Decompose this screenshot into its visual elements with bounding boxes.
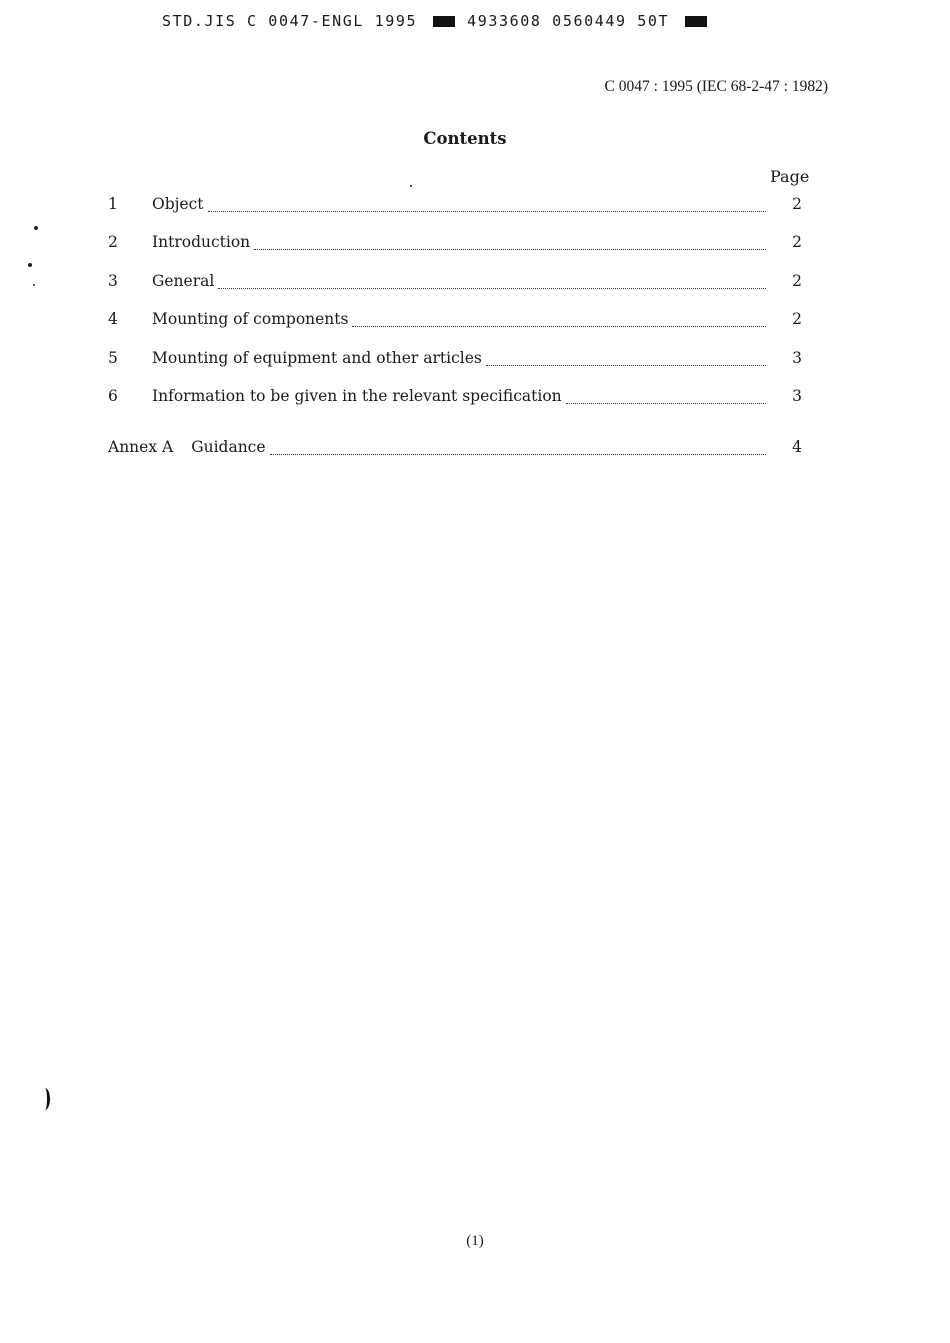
document-code-line bbox=[162, 12, 782, 30]
dot-leader bbox=[254, 235, 766, 250]
toc-entry-page: 4 bbox=[792, 438, 802, 456]
black-bar-mark bbox=[685, 16, 707, 27]
toc-entry-page: 2 bbox=[792, 272, 802, 290]
toc-entry-title: General bbox=[152, 272, 215, 290]
toc-entry-general[interactable] bbox=[108, 272, 808, 294]
toc-entry-introduction[interactable] bbox=[108, 233, 808, 255]
dot-leader bbox=[218, 274, 766, 289]
toc-entry-object[interactable] bbox=[108, 195, 808, 217]
toc-entry-annex-a[interactable] bbox=[108, 438, 808, 460]
toc-entry-page: 2 bbox=[792, 310, 802, 328]
toc-entry-page: 2 bbox=[792, 195, 802, 213]
page-number: (1) bbox=[466, 1233, 484, 1249]
toc-entry-number: 2 bbox=[108, 233, 118, 251]
scan-bracket-mark bbox=[40, 1088, 50, 1110]
scan-speck bbox=[33, 284, 35, 286]
toc-entry-mounting-equipment[interactable] bbox=[108, 349, 808, 371]
toc-entry-page: 3 bbox=[792, 349, 802, 367]
black-bar-mark bbox=[433, 16, 455, 27]
toc-entry-number: 4 bbox=[108, 310, 118, 328]
page-column-heading: Page bbox=[770, 167, 810, 186]
dot-leader bbox=[208, 197, 766, 212]
scan-speck bbox=[28, 263, 32, 267]
toc-entry-title: Mounting of components bbox=[152, 310, 349, 328]
contents-title: Contents bbox=[423, 129, 507, 148]
document-code-left: STD.JIS C 0047-ENGL 1995 bbox=[162, 12, 418, 30]
dot-leader bbox=[486, 351, 766, 366]
scan-speck bbox=[34, 226, 38, 230]
toc-entry-number: 3 bbox=[108, 272, 118, 290]
toc-entry-title: Guidance bbox=[191, 438, 266, 456]
toc-entry-title: Mounting of equipment and other articles bbox=[152, 349, 482, 367]
dot-leader bbox=[352, 312, 766, 327]
toc-entry-page: 3 bbox=[792, 387, 802, 405]
toc-entry-number: 1 bbox=[108, 195, 118, 213]
toc-entry-title: Introduction bbox=[152, 233, 251, 251]
document-code-mid: 4933608 0560449 50T bbox=[467, 12, 670, 30]
toc-entry-title: Information to be given in the relevant specification bbox=[152, 387, 562, 405]
toc-entry-number: 5 bbox=[108, 349, 118, 367]
toc-entry-information[interactable] bbox=[108, 387, 808, 409]
toc-entry-mounting-components[interactable] bbox=[108, 310, 808, 332]
toc-entry-page: 2 bbox=[792, 233, 802, 251]
annex-label: Annex A bbox=[108, 438, 174, 456]
toc-entry-title: Object bbox=[152, 195, 204, 213]
standard-reference: C 0047 : 1995 (IEC 68-2-47 : 1982) bbox=[604, 78, 828, 95]
toc-entry-number: 6 bbox=[108, 387, 118, 405]
dot-leader bbox=[566, 389, 766, 404]
dot-leader bbox=[270, 440, 766, 455]
stray-mark bbox=[410, 185, 412, 187]
